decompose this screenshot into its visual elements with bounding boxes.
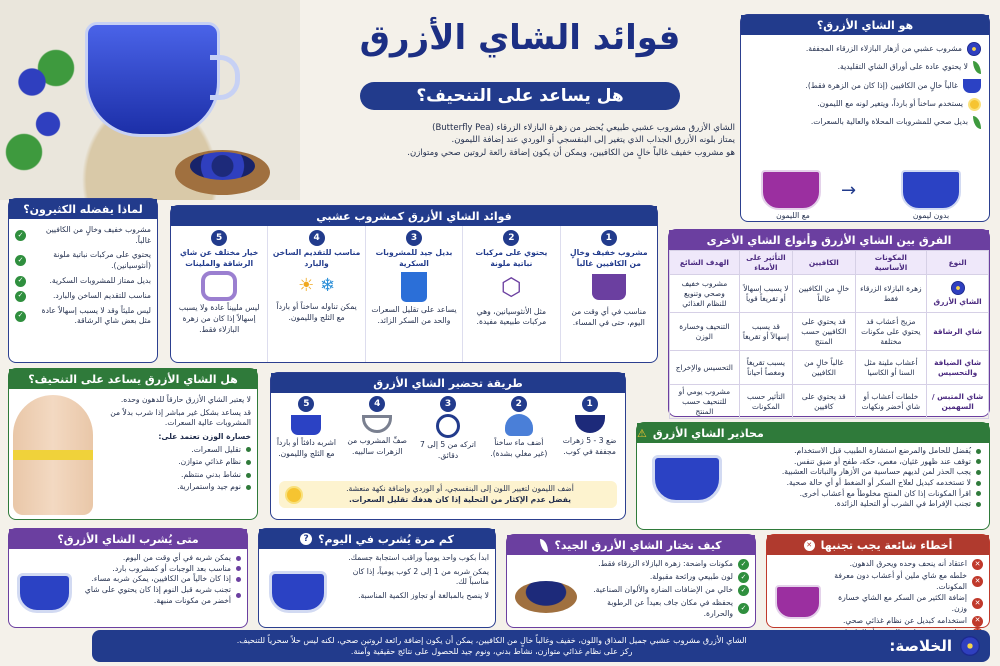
x-icon: ✕	[972, 598, 983, 609]
table-row: شاي الرشاقة مزيج أعشاب قد يحتوي على مكونات مختلفة قد يحتوي على الكافيين حسب المنتج قد يسبب إسهالاً أو تقريغاً التنحيف وخسارة الوزن	[670, 313, 989, 351]
intro-text: الشاي الأزرق مشروب عشبي طبيعي يُحضر من زهرة البازلاء الزرقاء (Butterfly Pea) يمتاز بلونه الأزرق الجذاب الذي يتغير إلى البنفسجي أو الوردي عند إضافة الليمون. هو مشروب خفيف غالباً خالٍ من الكافيين، ويمكن أن يكون إضافة رائعة لروتين صحي ومتوازن.	[407, 123, 735, 158]
warning-icon: ⚠	[637, 426, 647, 440]
check-icon: ✓	[15, 255, 26, 266]
page-subtitle: هل يساعد على التنحيف؟	[360, 82, 680, 110]
bowl-icon	[575, 415, 605, 433]
benefit-item: 3 بديل جيد للمشروبات السكرية يساعد على تقليل السعرات والحد من السكر الزائد.	[365, 226, 462, 362]
check-icon: ✓	[738, 572, 749, 583]
check-icon: ✓	[15, 230, 26, 241]
prep-step: 4 صفِّ المشروب من الزهرات سالبيه.	[342, 393, 413, 481]
check-icon: ✓	[738, 603, 749, 614]
sun-icon: ☀	[298, 275, 315, 297]
question-icon: ?	[300, 533, 312, 545]
compare-card: الفرق بين الشاي الأزرق وأنواع الشاي الأخرى النوع المكونات الأساسية الكافيين التأثير على الأمعاء الهدف الشائع الشاي الأزرق زهرة البازلاء الزرقاء فقط خالٍ من الكافيين غالباً لا يسبب إسهالاً أو تقريغاً قوياً مشروب خفيف وصحي وتنويع للنظام الغذائي شاي الرشاقة مزيج أعشاب قد يحتوي على مكونات مختلفة قد يحتوي على الكافيين حسب المنتج قد يسبب إسهالاً أو تقريغاً التنحيف وخسارة الوزن شاي الضيافة والتحسيس أعشاب ملينة مثل السنا أو الكاسيا غالباً خالٍ من الكافيين يسبب تقريغاً ومغصاً أحياناً التحسيس والإخراج شاي المتبس / السهمين خلطات أعشاب أو شاي أخضر ونكهات قد يحتوي على كافيين التأثير حسب المكونات مشروب يومي أو للتنحيف حسب المنتج	[668, 229, 990, 417]
tea-cup-illustration	[0, 0, 300, 200]
compare-table: النوع المكونات الأساسية الكافيين التأثير على الأمعاء الهدف الشائع الشاي الأزرق زهرة البازلاء الزرقاء فقط خالٍ من الكافيين غالباً لا يسبب إسهالاً أو تقريغاً قوياً مشروب خفيف وصحي وتنويع للنظام الغذائي شاي الرشاقة مزيج أعشاب قد يحتوي على مكونات مختلفة قد يحتوي على الكافيين حسب المنتج قد يسبب إسهالاً أو تقريغاً التنحيف وخسارة الوزن شاي الضيافة والتحسيس أعشاب ملينة مثل السنا أو الكاسيا غالباً خالٍ من الكافيين يسبب تقريغاً ومغصاً أحياناً التحسيس والإخراج شاي المتبس / السهمين خلطات أعشاب أو شاي أخضر ونكهات قد يحتوي على كافيين التأثير حسب المكونات مشروب يومي أو للتنحيف حسب المنتج	[669, 250, 989, 419]
prep-card: طريقة تحضير الشاي الأزرق 1 ضع 3 - 5 زهرات مجففة في كوب. 2 أضف ماء ساخناً (غير مغلي بشدة). 3 اتركه من 5 إلى 7 دقائق. 4 صفِّ المشروب من الزهرات سالبيه. 5 اشربه دافئاً أو بارداً مع الثلج والليمون. أضف الليمون لتغيير اللون إلى البنفسجي، أو الوردي وإضافة نكهة منعشة. يفضل عدم الإكثار من التحلية إذا كان هدفك تقليل السعرات.	[270, 372, 626, 520]
clock-icon	[436, 414, 460, 438]
warn-card: محاذير الشاي الأزرق ⚠ يُفضل للحامل والمرضع استشارة الطبيب قبل الاستخدام. توقف عند ظهور غثيان، مغص، حكة، طفح أو ضيق تنفس. يجب الحذر لمن لديهم حساسية من الأزهار والنباتات العشبية. لا تستخدمه كبديل لعلاج السكر أو الضغط أو أي حالة صحية. اقرأ المكونات إذا كان المنتج مخلوطاً مع أعشاب أخرى. تجنب الإفراط في الشرب أو التحلية الزائدة.	[636, 422, 990, 530]
cup-icon	[291, 415, 321, 435]
prep-step: 1 ضع 3 - 5 زهرات مجففة في كوب.	[554, 393, 625, 481]
what-is-card: هو الشاي الأزرق؟ مشروب عشبي من أزهار البازلاء الزرقاء المجففة. لا يحتوي عادة على أوراق الشاي التقليدية. غالباً خالٍ من الكافيين (إذا كان من الزهرة فقط). يستخدم ساخناً أو بارداً، ويتغير لونه مع الليمون. بديل صحي للمشروبات المحلاة والعالية بالسعرات. → مع الليمون بدون ليمون	[740, 14, 990, 222]
kettle-icon	[505, 414, 533, 436]
purple-cup-illustration	[761, 170, 821, 210]
benefit-item: 1 مشروب خفيف وخالٍ من الكافيين غالباً مناسب في أي وقت من اليوم، حتى في المساء.	[560, 226, 657, 362]
check-icon: ✓	[738, 585, 749, 596]
howmuch-card: كم مرة يُشرب في اليوم؟ ? ابدأ بكوب واحد يومياً وراقب استجابة جسمك. يمكن شربه من 1 إلى 2 كوب يومياً، إذا كان مناسباً لك. لا ينصح بالمبالغة أو تجاوز الكمية المناسبة.	[258, 528, 496, 628]
choose-card: كيف تختار الشاي الأزرق الجيد؟ ✓ مكونات واضحة: زهرة البازلاء الزرقاء فقط. ✓ لون طبيعي ورائحة مقبولة. ✓ خالي من الإضافات الضارة والألوان الصناعية. ✓ يحفظه في مكان جاف بعيداً عن الرطوبة والحرارة.	[506, 534, 756, 628]
purple-cup-illustration	[775, 585, 821, 619]
check-icon: ✓	[15, 311, 26, 322]
flower-icon	[967, 42, 981, 56]
when-card: متى يُشرب الشاي الأزرق؟ يمكن شربه في أي وقت من اليوم. مناسب بعد الوجبات أو كمشروب بارد. إذا كان خالياً من الكافيين، يمكن شربه مساء. تجنب شربه قبل النوم إذا كان يحتوي على شاي أخضر من مكونات منبهة.	[8, 528, 248, 628]
blue-cup-illustration	[901, 170, 961, 210]
leaf-icon	[540, 539, 548, 552]
tea-cup-illustration	[269, 571, 327, 613]
prep-step: 3 اتركه من 5 إلى 7 دقائق.	[413, 393, 484, 481]
x-icon: ✕	[972, 616, 983, 627]
cup-icon	[592, 274, 626, 300]
benefits-card: فوائد الشاي الأزرق كمشروب عشبي 1 مشروب خفيف وخالٍ من الكافيين غالباً مناسب في أي وقت من اليوم، حتى في المساء. 2 يحتوي على مركبات نباتية ملونة ⬡ مثل الأنثوسيانين، وهي مركبات طبيعية مفيدة. 3 بديل جيد للمشروبات السكرية يساعد على تقليل السعرات والحد من السكر الزائد. 4 مناسب للتقديم الساخن والبارد ❄ ☀ يمكن تناوله ساخناً أو بارداً مع الثلج والليمون. 5 خيار مختلف عن شاي الرشاقة والملينات ليس ملييناً عادة ولا يسبب إسهالاً إذا كان من زهرة البازلاء فقط.	[170, 205, 658, 363]
page-title: فوائد الشاي الأزرق	[359, 18, 681, 58]
benefit-item: 5 خيار مختلف عن شاي الرشاقة والملينات ليس ملييناً عادة ولا يسبب إسهالاً إذا كان من زهرة البازلاء فقط.	[171, 226, 267, 362]
table-row: الشاي الأزرق زهرة البازلاء الزرقاء فقط خالٍ من الكافيين غالباً لا يسبب إسهالاً أو تقريغاً قوياً مشروب خفيف وصحي وتنويع للنظام الغذائي	[670, 275, 989, 313]
intestine-icon	[201, 271, 237, 301]
prep-step: 5 اشربه دافئاً أو بارداً مع الثلج والليمون.	[271, 393, 342, 481]
waist-illustration	[13, 395, 93, 515]
glass-icon	[401, 272, 427, 302]
leaf-icon	[973, 61, 981, 74]
snowflake-icon: ❄	[319, 275, 336, 297]
x-icon: ✕	[804, 540, 815, 551]
molecule-icon: ⬡	[500, 273, 522, 302]
tea-cup-illustration	[652, 455, 722, 503]
flower-icon	[960, 636, 980, 656]
prep-step: 2 أضف ماء ساخناً (غير مغلي بشدة).	[483, 393, 554, 481]
benefit-item: 4 مناسب للتقديم الساخن والبارد ❄ ☀ يمكن تناوله ساخناً أو بارداً مع الثلج والليمون.	[267, 226, 364, 362]
x-icon: ✕	[972, 559, 983, 570]
strainer-icon	[362, 415, 392, 433]
summary-label: الخلاصة:	[889, 637, 952, 655]
arrow-icon: →	[841, 180, 857, 201]
with-lemon-label: مع الليمون	[776, 211, 810, 220]
x-icon: ✕	[972, 576, 983, 587]
table-row: شاي الضيافة والتحسيس أعشاب ملينة مثل السنا أو الكاسيا غالباً خالٍ من الكافيين يسبب تقريغاً ومغصاً أحياناً التحسيس والإخراج	[670, 351, 989, 385]
why-card: لماذا يفضله الكثيرون؟ مشروب خفيف وخالٍ من الكافيين غالباً. ✓ يحتوي على مركبات نباتية ملونة (أنثوسيانين). ✓ بديل ممتاز للمشروبات السكرية. ✓ مناسب للتقديم الساخن والبارد. ✓ ليس مليئاً وقد لا يسبب إسهالاً عادة مثل بعض شاي الرشاقة. ✓	[8, 198, 158, 363]
tea-cup-illustration	[17, 573, 72, 613]
mistakes-card: أخطاء شائعة يجب تجنبها ✕ ✕ اعتقاد أنه ينحف وحده ويحرق الدهون. ✕ خلطه مع شاي ملين أو أعشاب دون معرفة المكونات. ✕ إضافة الكثير من السكر مع الشاي خسارة وزن. ✕ استخدامه كبديل عن نظام غذائي صحي.	[766, 534, 990, 628]
lemon-icon	[285, 486, 303, 504]
summary-bar: الخلاصة: الشاي الأزرق مشروب عشبي جميل المذاق واللون، خفيف وغالباً خالٍ من الكافيين، يمكن أن يكون إضافة رائعة لروتين صحي، لكنه ليس حلاً سحرياً للتنحيف. ركز على نظام غذائي متوازن، نشاط بدني، ونوم جيد للحصول على نتائج حقيقية وآمنة.	[92, 630, 990, 662]
lemon-icon	[968, 98, 981, 111]
without-lemon-label: بدون ليمون	[912, 211, 950, 220]
leaf-icon	[973, 116, 981, 129]
slim-card: هل الشاي الأزرق يساعد على التنحيف؟ لا يعتبر الشاي الأزرق حارقاً للدهون وحده. قد يساعد بشكل غير مباشر إذا شرب بدلاً من المشروبات عالية السعرات. خسارة الوزن تعتمد على: تقليل السعرات. نظام غذائي متوازن. نشاط بدني منتظم. نوم جيد واستمرارية.	[8, 368, 258, 520]
benefit-item: 2 يحتوي على مركبات نباتية ملونة ⬡ مثل الأنثوسيانين، وهي مركبات طبيعية مفيدة.	[462, 226, 559, 362]
cup-icon	[963, 79, 981, 93]
table-row: شاي المتبس / السهمين خلطات أعشاب أو شاي أخضر ونكهات قد يحتوي على كافيين التأثير حسب المكونات مشروب يومي أو للتنحيف حسب المنتج	[670, 385, 989, 419]
check-icon: ✓	[738, 559, 749, 570]
dried-flowers-bowl	[515, 581, 577, 613]
flower-icon	[951, 281, 965, 295]
check-icon: ✓	[15, 291, 26, 302]
check-icon: ✓	[15, 276, 26, 287]
prep-tip: أضف الليمون لتغيير اللون إلى البنفسجي، أو الوردي وإضافة نكهة منعشة. يفضل عدم الإكثار من التحلية إذا كان هدفك تقليل السعرات.	[279, 481, 617, 508]
